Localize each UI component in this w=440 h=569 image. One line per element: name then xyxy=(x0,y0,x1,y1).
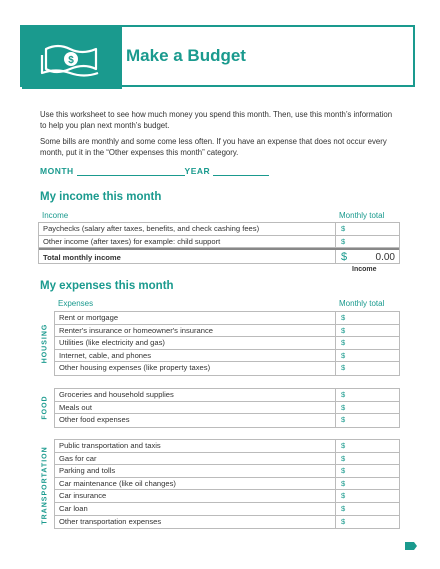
table-row xyxy=(55,402,399,415)
money-icon xyxy=(38,39,104,77)
row-label: Other food expenses xyxy=(59,415,130,425)
income-section-title: My income this month xyxy=(40,191,162,203)
row-label: Groceries and household supplies xyxy=(59,390,174,399)
table-row xyxy=(55,440,399,453)
table-row xyxy=(39,223,399,236)
amount-field[interactable]: $ xyxy=(341,441,346,450)
table-row xyxy=(55,362,399,375)
table-row xyxy=(55,478,399,491)
table-row xyxy=(55,453,399,466)
row-label: Meals out xyxy=(59,402,92,412)
intro-paragraph-1: Use this worksheet to see how much money you spend this month. Then, use this month’s information to help you plan next month’s budget. xyxy=(40,110,393,130)
amount-field[interactable]: $ xyxy=(341,466,346,476)
year-label: YEAR xyxy=(184,166,211,176)
amount-field[interactable]: $ xyxy=(341,350,346,360)
row-label: Other income (after taxes) for example: child support xyxy=(43,236,221,246)
table-row xyxy=(55,325,399,338)
table-row xyxy=(55,465,399,478)
income-total-col-header: Monthly total xyxy=(339,211,385,220)
row-label: Gas for car xyxy=(59,453,97,463)
amount-field[interactable]: $ xyxy=(341,390,346,399)
month-field[interactable] xyxy=(77,167,185,176)
intro-paragraph-2: Some bills are monthly and some come less often. If you have an expense that does not occur every month, put it in the “Other expenses this month” category. xyxy=(40,137,387,157)
svg-text:$: $ xyxy=(68,55,74,66)
month-label: MONTH xyxy=(40,166,74,176)
row-label: Car insurance xyxy=(59,491,107,501)
table-row xyxy=(55,350,399,363)
row-label: Parking and tolls xyxy=(59,466,116,476)
row-label: Public transportation and taxis xyxy=(59,441,161,450)
table-row xyxy=(55,312,399,325)
income-caption: Income xyxy=(352,266,377,273)
amount-field[interactable]: $ xyxy=(341,236,346,246)
amount-field[interactable]: $ xyxy=(341,402,346,412)
amount-field[interactable]: $ xyxy=(341,415,346,425)
food-table xyxy=(54,388,400,428)
total-currency: $ xyxy=(341,251,348,264)
table-row xyxy=(39,236,399,249)
group-label-housing: HOUSING xyxy=(41,323,49,364)
row-label: Renter's insurance or homeowner's insurance xyxy=(59,325,214,335)
amount-field[interactable]: $ xyxy=(341,325,346,335)
page-continue-icon xyxy=(405,542,417,550)
table-row xyxy=(55,490,399,503)
header-icon-block xyxy=(22,27,122,89)
page-title: Make a Budget xyxy=(126,46,246,65)
amount-field[interactable]: $ xyxy=(341,338,346,348)
row-label: Rent or mortgage xyxy=(59,313,119,322)
expenses-total-col-header: Monthly total xyxy=(339,299,385,308)
total-label: Total monthly income xyxy=(43,253,121,263)
amount-field[interactable]: $ xyxy=(341,491,346,501)
table-row xyxy=(55,516,399,529)
row-label: Car maintenance (like oil changes) xyxy=(59,478,176,488)
row-label: Internet, cable, and phones xyxy=(59,350,152,360)
period-line xyxy=(40,166,269,176)
year-field[interactable] xyxy=(213,167,269,176)
group-label-transportation: TRANSPORTATION xyxy=(41,446,49,525)
row-label: Paychecks (salary after taxes, benefits, and check cashing fees) xyxy=(43,224,260,233)
amount-field[interactable]: $ xyxy=(341,478,346,488)
income-col-header: Income xyxy=(42,211,69,220)
row-label: Utilities (like electricity and gas) xyxy=(59,338,165,348)
row-label: Car loan xyxy=(59,503,88,513)
row-label: Other housing expenses (like property taxes) xyxy=(59,363,211,373)
table-row xyxy=(55,503,399,516)
table-row xyxy=(55,389,399,402)
expenses-section-title: My expenses this month xyxy=(40,280,174,292)
income-table xyxy=(38,222,400,264)
amount-field[interactable]: $ xyxy=(341,363,346,373)
row-label: Other transportation expenses xyxy=(59,516,162,526)
transportation-table xyxy=(54,439,400,529)
group-label-food: FOOD xyxy=(41,395,49,420)
expenses-col-header: Expenses xyxy=(58,299,94,308)
total-income-value[interactable]: 0.00 xyxy=(375,252,395,264)
amount-field[interactable]: $ xyxy=(341,313,346,322)
housing-table xyxy=(54,311,400,376)
table-row xyxy=(55,337,399,350)
amount-field[interactable]: $ xyxy=(341,453,346,463)
total-income-row xyxy=(39,248,399,263)
table-row xyxy=(55,414,399,427)
amount-field[interactable]: $ xyxy=(341,516,346,526)
amount-field[interactable]: $ xyxy=(341,224,346,233)
amount-field[interactable]: $ xyxy=(341,503,346,513)
